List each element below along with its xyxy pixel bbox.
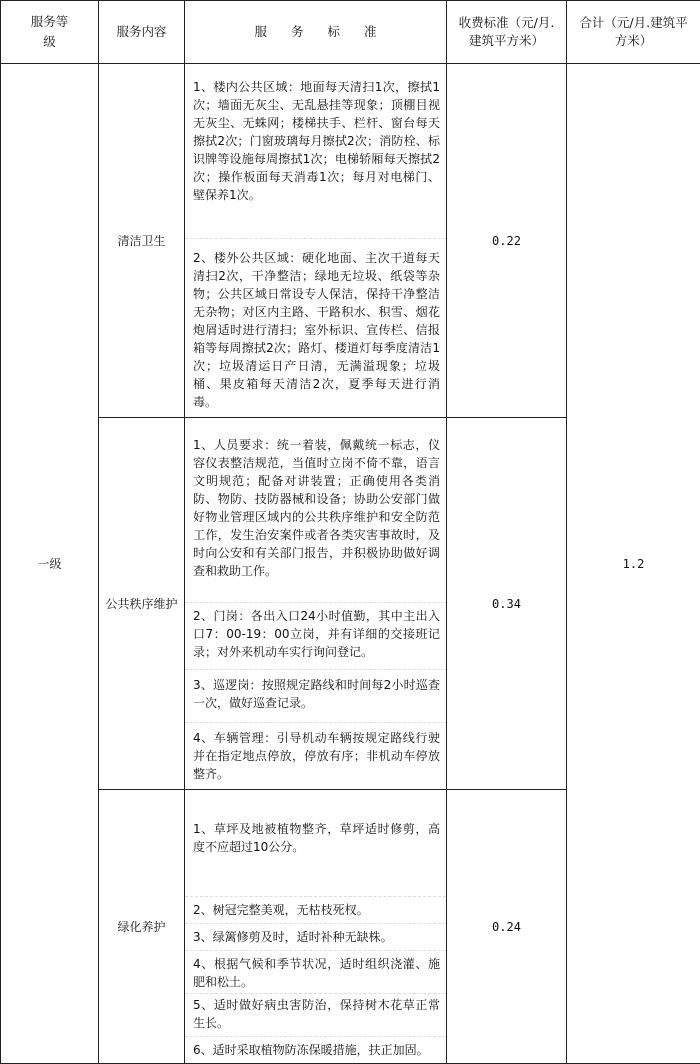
standard-item: 2、树冠完整美观，无枯枝死杈。 [185, 897, 446, 924]
section-name-greening: 绿化养护 [99, 790, 185, 1064]
standard-item: 2、楼外公共区域：硬化地面、主次干道每天清扫2次，干净整洁；绿地无垃圾、纸袋等杂物；公共区域日常设专人保洁，保持干净整洁无杂物；对区内主路、干路积水、积雪、烟花炮屑适时进行清扫；室外标识、宣传栏、信报箱等每周擦拭2次；路灯、楼道灯每季度清洁1次；垃圾清运日产日清，无满溢现象；垃圾桶、果皮箱每天清洁2次，夏季每天进行消毒。 [185, 239, 446, 417]
standard-item: 3、绿篱修剪及时，适时补种无缺株。 [185, 924, 446, 951]
header-total: 合计（元/月.建筑平方米） [567, 1, 700, 64]
section-name-cleaning: 清洁卫生 [99, 64, 185, 418]
header-content: 服务内容 [99, 1, 185, 64]
header-level: 服务等级 [1, 1, 99, 64]
standard-item: 1、楼内公共区域：地面每天清扫1次，擦拭1次；墙面无灰尘、无乱悬挂等现象；顶棚目视无灰尘、无蛛网；楼梯扶手、栏杆、窗台每天擦拭2次；门窗玻璃每月擦拭2次；消防栓、标识牌等设施每周擦拭1次；电梯轿厢每天擦拭2次；操作板面每天消毒1次；每月对电梯门、壁保养1次。 [185, 64, 446, 239]
standard-item: 1、草坪及地被植物整齐，草坪适时修剪，高度不应超过10公分。 [185, 790, 446, 897]
standard-item: 3、巡逻岗：按照规定路线和时间每2小时巡查一次，做好巡查记录。 [185, 670, 446, 723]
standard-item: 1、人员要求：统一着装，佩戴统一标志，仪容仪表整洁规范，当值时立岗不倚不靠，语言文明规范；配备对讲装置；正确使用各类消防、物防、技防器械和设备；协助公安部门做好物业管理区域内的公共秩序维护和安全防范工作，发生治安案件或者各类灾害事故时，及时向公安和有关部门报告，并积极协助做好调查和救助工作。 [185, 418, 446, 603]
fee-cleaning: 0.22 [447, 64, 567, 418]
standard-item: 6、适时采取植物防冻保暖措施，扶正加固。 [185, 1037, 446, 1063]
section-row-cleaning [1, 64, 700, 418]
section-standard-cleaning [185, 64, 447, 418]
standard-item: 5、适时做好病虫害防治，保持树木花草正常生长。 [185, 994, 446, 1037]
section-standard-greening [185, 790, 447, 1064]
service-level-cell: 一级 [1, 64, 99, 1064]
header-row [1, 1, 700, 64]
fee-security: 0.34 [447, 418, 567, 790]
total-value: 1.2 [567, 64, 700, 1064]
section-standard-security [185, 418, 447, 790]
standard-item: 4、根据气候和季节状况，适时组织浇灌、施肥和松土。 [185, 951, 446, 994]
fee-greening: 0.24 [447, 790, 567, 1064]
header-standard: 服务标准 [185, 1, 447, 64]
header-fee: 收费标准（元/月.建筑平方米） [447, 1, 567, 64]
standard-item: 4、车辆管理：引导机动车辆按规定路线行驶并在指定地点停放，停放有序；非机动车停放整齐。 [185, 723, 446, 789]
section-name-security: 公共秩序维护 [99, 418, 185, 790]
standard-item: 2、门岗：各出入口24小时值勤，其中主出入口7：00-19：00立岗，并有详细的交接班记录；对外来机动车实行询问登记。 [185, 603, 446, 670]
